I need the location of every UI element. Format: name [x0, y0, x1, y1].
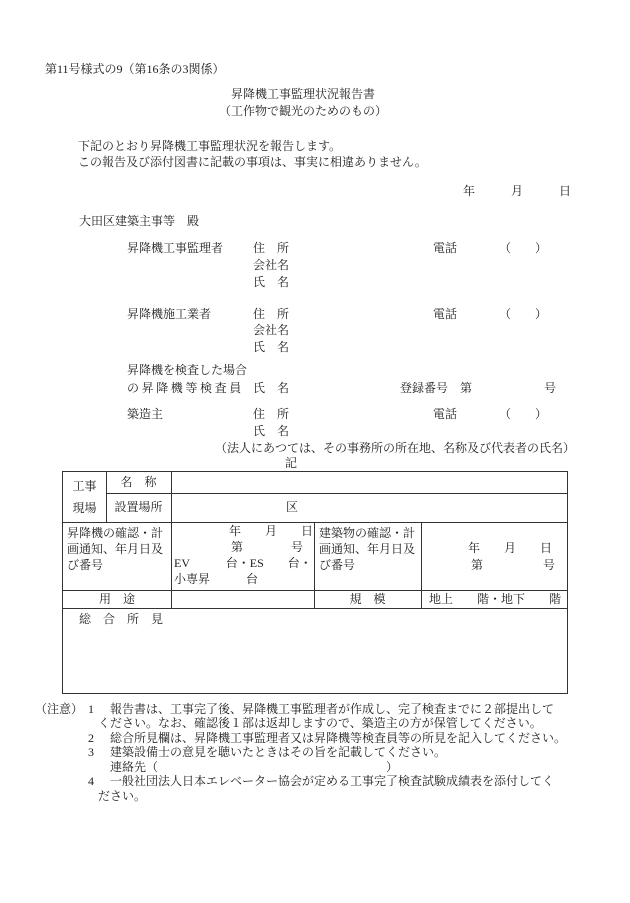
contractor-name-label: 氏 名 [253, 340, 290, 354]
note-3-number: 3 [88, 745, 94, 759]
inspector-role-line2: の昇降機等検査員 [127, 381, 244, 395]
note-4-line1: 一般社団法人日本エレベーター協会が定める工事完了検査試験成績表を添付してく [110, 774, 555, 788]
form-number: 第11号様式の9（第16条の3関係） [45, 62, 225, 76]
supervisor-company-label: 会社名 [253, 258, 290, 272]
elevator-confirmation-label-cell: 昇降機の確認・計画通知、年月日及び番号 [67, 526, 164, 572]
scale-label-cell: 規 模 [349, 592, 386, 606]
elevator-units-line1: EV 台・ES 台・ [174, 556, 312, 570]
note-2-number: 2 [88, 731, 94, 745]
remarks-label-cell: 総 合 所 見 [79, 612, 164, 626]
site-header-cell [63, 475, 106, 521]
contractor-phone-label: 電話 （ ） [433, 307, 548, 321]
inspector-registration-label: 登録番号 第 号 [400, 381, 557, 395]
scale-value-cell: 地上 階・地下 階 [429, 592, 562, 606]
building-confirmation-date-line: 年 月 日 [468, 541, 553, 555]
note-1-line2: ください。なお、確認後１部は返却しますので、築造主の方が保管してください。 [98, 716, 542, 730]
notes-heading: （注意） [35, 702, 84, 716]
contractor-address-label: 住 所 [253, 307, 290, 321]
elevator-confirmation-number-line: 第 号 [231, 540, 304, 554]
elevator-units-line2: 小専昇 台 [174, 572, 259, 586]
use-label-cell: 用 途 [98, 592, 135, 606]
note-4-number: 4 [88, 774, 94, 788]
site-label-line1: 工事 [72, 479, 97, 493]
site-location-value-cell: 区 [286, 500, 299, 514]
page-subtitle: （工作物で観光のためのもの） [218, 104, 387, 118]
ki-marker: 記 [285, 456, 298, 470]
supervisor-phone-label: 電話 （ ） [433, 241, 548, 255]
inspector-name-label: 氏 名 [253, 381, 290, 395]
date-placeholder: 年 月 日 [463, 184, 572, 198]
note-1-number: 1 [88, 702, 94, 716]
report-table [62, 471, 568, 694]
note-2-line1: 総合所見欄は、昇降機工事監理者又は昇降機等検査員等の所見を記入してください。 [110, 731, 567, 745]
owner-name-label: 氏 名 [253, 424, 290, 438]
elevator-confirmation-date-line: 年 月 日 [229, 524, 314, 538]
supervisor-name-label: 氏 名 [253, 275, 290, 289]
site-name-label-cell: 名 称 [120, 475, 157, 489]
note-3-contact-line: 連絡先（ ） [110, 760, 399, 774]
declaration-line-1: 下記のとおり昇降機工事監理状況を報告します。 [78, 139, 342, 153]
site-location-label-cell: 設置場所 [114, 500, 163, 514]
owner-role-label: 築造主 [127, 407, 164, 421]
note-1-line1: 報告書は、工事完了後、昇降機工事監理者が作成し、完了検査までに２部提出して [110, 702, 555, 716]
site-label-line2: 現場 [72, 501, 97, 515]
owner-phone-label: 電話 （ ） [433, 407, 548, 421]
supervisor-address-label: 住 所 [253, 241, 290, 255]
declaration-line-2: この報告及び添付図書に記載の事項は、事実に相違ありません。 [78, 155, 427, 169]
page-title: 昇降機工事監理状況報告書 [230, 87, 375, 101]
inspector-role-line1: 昇降機を検査した場合 [127, 363, 248, 377]
table-grid-line [63, 608, 567, 609]
note-4-line2: ださい。 [98, 789, 147, 803]
contractor-company-label: 会社名 [253, 323, 290, 337]
building-confirmation-number-line: 第 号 [471, 558, 556, 572]
contractor-role-label: 昇降機施工業者 [127, 307, 212, 321]
addressee: 大田区建築主事等 殿 [79, 214, 200, 228]
note-3-line1: 建築設備士の意見を聴いたときはその旨を記載してください。 [110, 745, 447, 759]
owner-address-label: 住 所 [253, 407, 290, 421]
corporate-note: （法人にあつては、その事務所の所在地、名称及び代表者の氏名） [215, 441, 576, 455]
supervisor-role-label: 昇降機工事監理者 [127, 241, 224, 255]
table-grid-line [421, 522, 422, 608]
table-grid-line [63, 522, 567, 523]
building-confirmation-label-cell: 建築物の確認・計画通知、年月日及び番号 [319, 526, 416, 572]
